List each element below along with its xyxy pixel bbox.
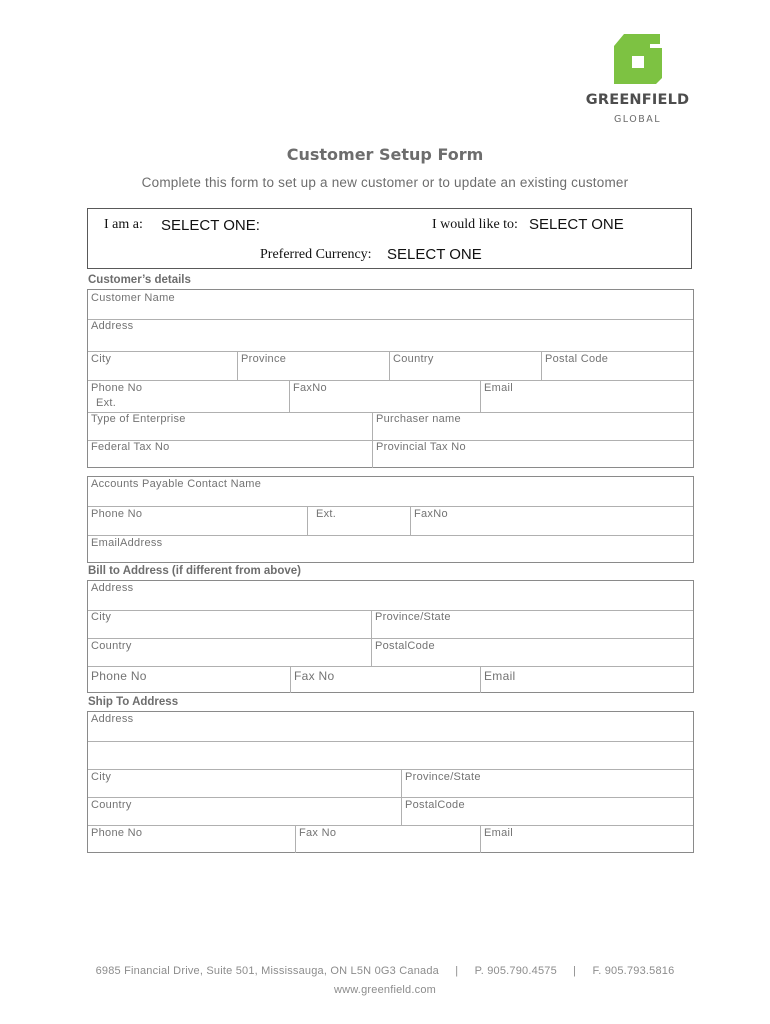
bill-fax-label: Fax No <box>294 669 335 683</box>
ship-to-table <box>87 711 694 853</box>
bill-postal-label: PostalCode <box>375 640 435 652</box>
ship-email-field[interactable] <box>480 826 693 853</box>
would-like-label: I would like to: <box>432 217 518 232</box>
ap-phone-row <box>88 506 693 535</box>
bill-to-table <box>87 580 694 693</box>
ship-postal-label: PostalCode <box>405 799 465 811</box>
ap-contact-row <box>88 477 693 506</box>
country-field[interactable] <box>389 352 541 380</box>
page-subtitle: Complete this form to set up a new customer or to update an existing customer <box>141 175 629 190</box>
province-label: Province <box>241 353 287 365</box>
purchaser-name-field[interactable] <box>372 413 693 440</box>
ship-phone-row <box>88 825 693 853</box>
currency-label: Preferred Currency: <box>260 247 372 262</box>
email-label: Email <box>484 382 514 394</box>
greenfield-logo <box>580 34 695 128</box>
bill-country-row <box>88 638 693 666</box>
enterprise-type-field[interactable] <box>88 413 372 440</box>
phone-label: Phone No <box>91 382 143 394</box>
postal-code-field[interactable] <box>541 352 693 380</box>
ship-fax-field[interactable] <box>295 826 480 853</box>
address-field[interactable] <box>88 320 693 351</box>
address-label: Address <box>91 320 134 332</box>
bill-phone-row <box>88 666 693 693</box>
bill-country-field[interactable] <box>88 639 371 666</box>
fax-field[interactable] <box>289 381 480 412</box>
ap-email-row <box>88 535 693 563</box>
ap-ext-field[interactable] <box>307 507 410 535</box>
bill-province-label: Province/State <box>375 611 451 623</box>
ship-address-field[interactable] <box>88 712 693 741</box>
ap-phone-field[interactable] <box>88 507 307 535</box>
ap-contact-name-field[interactable] <box>88 477 693 506</box>
bill-address-row <box>88 581 693 610</box>
ship-address-row-2 <box>88 741 693 769</box>
bill-email-label: Email <box>484 669 516 683</box>
ship-phone-field[interactable] <box>88 826 295 853</box>
ap-email-field[interactable] <box>88 536 693 563</box>
customer-name-field[interactable] <box>88 290 693 319</box>
bill-address-label: Address <box>91 582 134 594</box>
bill-fax-field[interactable] <box>290 667 480 693</box>
ship-province-field[interactable] <box>401 770 693 797</box>
ext-label: Ext. <box>96 397 117 409</box>
i-am-select[interactable]: SELECT ONE: <box>161 217 260 234</box>
bill-city-label: City <box>91 611 112 623</box>
would-like-select[interactable]: SELECT ONE <box>529 216 624 233</box>
bill-country-label: Country <box>91 640 132 652</box>
ship-city-field[interactable] <box>88 770 401 797</box>
ap-contact-name-label: Accounts Payable Contact Name <box>91 478 262 490</box>
provincial-tax-field[interactable] <box>372 441 693 468</box>
ship-address-label: Address <box>91 713 134 725</box>
ship-to-heading: Ship To Address <box>88 696 179 708</box>
selection-box <box>87 208 692 269</box>
bill-city-row <box>88 610 693 638</box>
ap-email-label: EmailAddress <box>91 537 163 549</box>
country-label: Country <box>393 353 434 365</box>
postal-code-label: Postal Code <box>545 353 609 365</box>
bill-postal-field[interactable] <box>371 639 693 666</box>
i-am-label: I am a: <box>104 217 143 232</box>
address-row <box>88 319 693 351</box>
accounts-payable-table <box>87 476 694 563</box>
ap-ext-label: Ext. <box>316 508 337 520</box>
ap-fax-label: FaxNo <box>414 508 448 520</box>
bill-city-field[interactable] <box>88 611 371 638</box>
phone-row <box>88 380 693 412</box>
city-row <box>88 351 693 380</box>
brand-sub: GLOBAL <box>613 114 662 125</box>
phone-field[interactable] <box>88 381 289 412</box>
customer-name-label: Customer Name <box>91 292 175 304</box>
fax-label: FaxNo <box>293 382 327 394</box>
customer-name-row <box>88 290 693 319</box>
currency-select[interactable]: SELECT ONE <box>387 246 482 263</box>
bill-province-field[interactable] <box>371 611 693 638</box>
ap-fax-field[interactable] <box>410 507 693 535</box>
customer-details-heading: Customer’s details <box>88 274 191 286</box>
brand-name: GREENFIELD <box>585 92 690 108</box>
ap-phone-label: Phone No <box>91 508 143 520</box>
ship-address-field-2[interactable] <box>88 742 693 769</box>
greenfield-logo-icon <box>614 34 662 84</box>
ship-province-label: Province/State <box>405 771 481 783</box>
ship-address-row <box>88 712 693 741</box>
customer-details-table <box>87 289 694 468</box>
ship-country-label: Country <box>91 799 132 811</box>
email-field[interactable] <box>480 381 693 412</box>
ship-city-row <box>88 769 693 797</box>
federal-tax-label: Federal Tax No <box>91 441 170 453</box>
city-label: City <box>91 353 112 365</box>
footer-address: 6985 Financial Drive, Suite 501, Mississauga, ON L5N 0G3 Canada | P. 905.790.4575 | F. 905.793.5816 <box>95 965 675 977</box>
bill-address-field[interactable] <box>88 581 693 610</box>
enterprise-type-label: Type of Enterprise <box>91 413 186 425</box>
ship-city-label: City <box>91 771 112 783</box>
tax-row <box>88 440 693 468</box>
page-title: Customer Setup Form <box>286 145 484 164</box>
purchaser-name-label: Purchaser name <box>376 413 461 425</box>
province-field[interactable] <box>237 352 389 380</box>
ship-fax-label: Fax No <box>299 827 337 839</box>
bill-email-field[interactable] <box>480 667 693 693</box>
ship-country-field[interactable] <box>88 798 401 825</box>
bill-phone-field[interactable] <box>88 667 290 693</box>
footer-website[interactable]: www.greenfield.com <box>333 984 437 996</box>
bill-phone-label: Phone No <box>91 669 147 683</box>
federal-tax-field[interactable] <box>88 441 372 468</box>
ship-country-row <box>88 797 693 825</box>
bill-to-heading: Bill to Address (if different from above) <box>88 565 301 577</box>
ship-email-label: Email <box>484 827 514 839</box>
ship-phone-label: Phone No <box>91 827 143 839</box>
provincial-tax-label: Provincial Tax No <box>376 441 466 453</box>
enterprise-row <box>88 412 693 440</box>
city-field[interactable] <box>88 352 237 380</box>
ship-postal-field[interactable] <box>401 798 693 825</box>
